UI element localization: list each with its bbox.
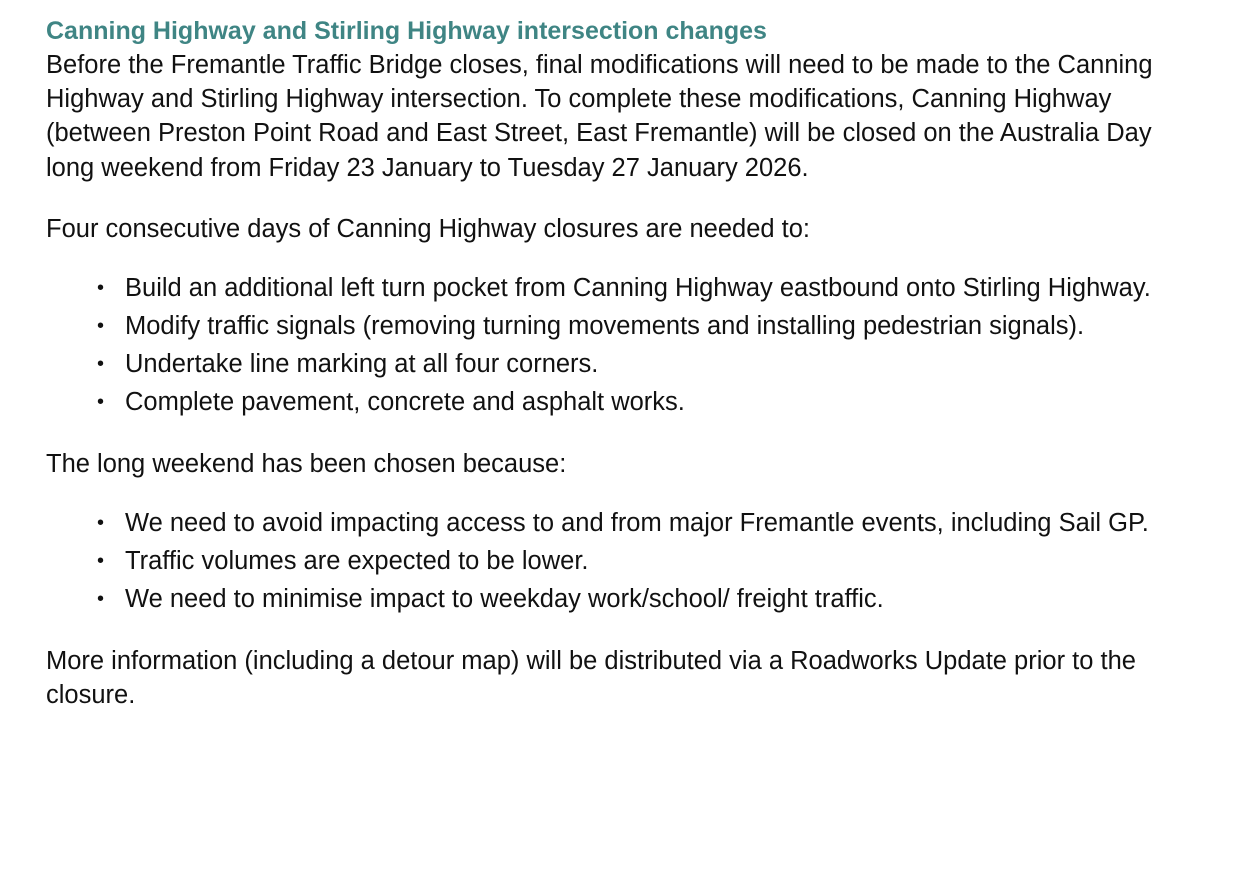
- bullet-icon: •: [97, 391, 105, 414]
- intro-paragraph: Before the Fremantle Traffic Bridge closes, final modifications will need to be made to the Canning Highway and Stirling Highway intersection. To complete these modifications, Canning Highway (between Preston Point Road and East Street, East Fremantle) will be closed on the Australia Day long weekend from Friday 23 January to Tuesday 27 January 2026.: [46, 51, 1153, 182]
- list-item: [97, 581, 1205, 619]
- article-heading: Canning Highway and Stirling Highway intersection changes: [46, 17, 767, 45]
- bullet-icon: •: [97, 315, 105, 338]
- bullet-icon: •: [97, 587, 105, 610]
- list-item: [97, 308, 1205, 346]
- closures-lead: Four consecutive days of Canning Highway closures are needed to:: [46, 214, 811, 243]
- list-item-text: Complete pavement, concrete and asphalt works.: [125, 388, 685, 417]
- list-item-text: We need to avoid impacting access to and from major Fremantle events, including Sail GP.: [125, 508, 1149, 537]
- list-item-text: We need to minimise impact to weekday work/school/ freight traffic.: [125, 584, 884, 613]
- list-item: [97, 346, 1205, 384]
- list-item-text: Traffic volumes are expected to be lower.: [125, 546, 589, 575]
- list-item: [97, 270, 1205, 308]
- reasons-list: [46, 505, 1205, 619]
- list-item: [97, 505, 1205, 543]
- bullet-icon: •: [97, 277, 105, 300]
- list-item-text: Build an additional left turn pocket from Canning Highway eastbound onto Stirling Highway.: [125, 274, 1151, 303]
- list-item-text: Modify traffic signals (removing turning movements and installing pedestrian signals).: [125, 312, 1085, 341]
- bullet-icon: •: [97, 511, 105, 534]
- reasons-lead: The long weekend has been chosen because:: [46, 449, 567, 478]
- list-item: [97, 384, 1205, 422]
- closing-paragraph: More information (including a detour map) will be distributed via a Roadworks Update prior to the closure.: [46, 647, 1136, 710]
- bullet-icon: •: [97, 549, 105, 572]
- list-item-text: Undertake line marking at all four corners.: [125, 350, 599, 379]
- list-item: [97, 543, 1205, 581]
- bullet-icon: •: [97, 353, 105, 376]
- closures-list: [46, 270, 1205, 422]
